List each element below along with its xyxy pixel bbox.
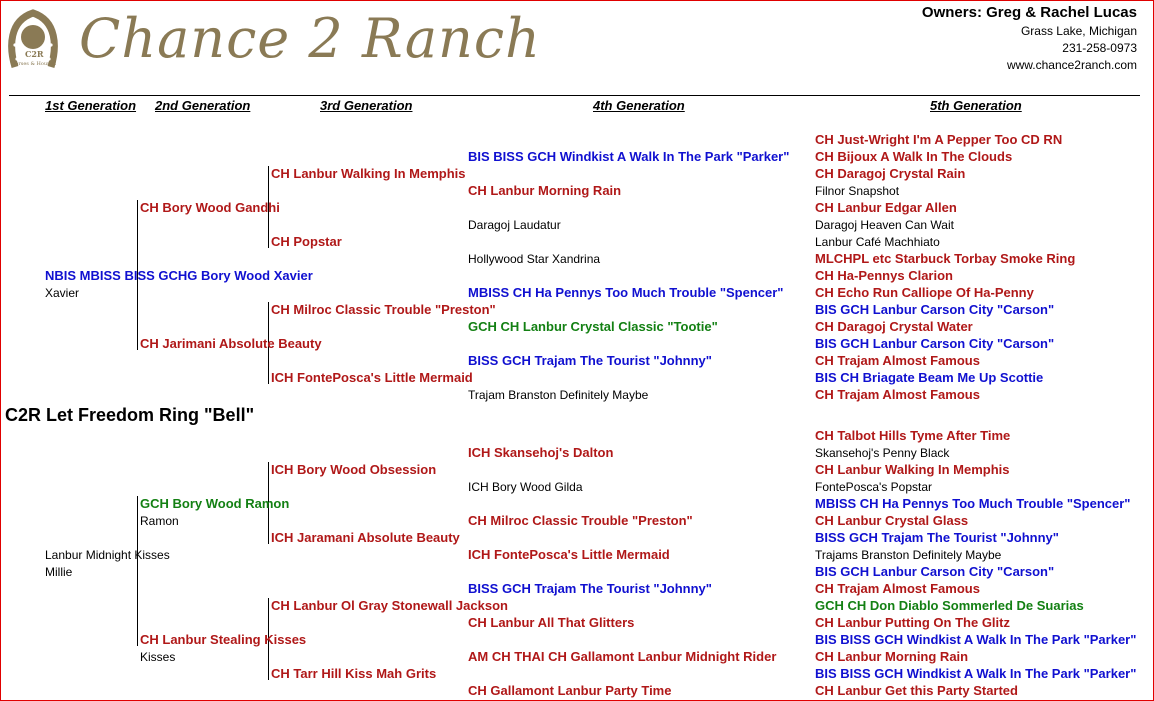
gen3-entry: ICH FontePosca's Little Mermaid <box>271 370 473 385</box>
owner-phone: 231-258-0973 <box>1062 41 1137 55</box>
header-gen1: 1st Generation <box>45 98 137 113</box>
gen4-entry: ICH Bory Wood Gilda <box>468 480 583 494</box>
gen2-entry: CH Jarimani Absolute Beauty <box>140 336 322 351</box>
connector-line <box>137 496 138 646</box>
gen1-sire: NBIS MBISS BISS GCHG Bory Wood Xavier <box>45 268 313 283</box>
gen5-entry: BIS BISS GCH Windkist A Walk In The Park "Parker" <box>815 666 1137 681</box>
gen4-entry: MBISS CH Ha Pennys Too Much Trouble "Spencer" <box>468 285 784 300</box>
gen5-entry: BIS BISS GCH Windkist A Walk In The Park "Parker" <box>815 632 1137 647</box>
gen3-entry: ICH Jaramani Absolute Beauty <box>271 530 460 545</box>
gen3-entry: CH Lanbur Ol Gray Stonewall Jackson <box>271 598 508 613</box>
gen5-entry: CH Bijoux A Walk In The Clouds <box>815 149 1013 164</box>
gen5-entry: BIS CH Briagate Beam Me Up Scottie <box>815 370 1044 385</box>
gen5-entry: CH Trajam Almost Famous <box>815 387 980 402</box>
horseshoe-logo-icon <box>7 7 59 73</box>
gen4-entry: CH Gallamont Lanbur Party Time <box>468 683 672 698</box>
gen4-entry: CH Lanbur All That Glitters <box>468 615 635 630</box>
gen4-entry: CH Milroc Classic Trouble "Preston" <box>468 513 693 528</box>
gen4-entry: Trajam Branston Definitely Maybe <box>468 388 649 402</box>
logo-badge-subtext: Horses & Hounds <box>11 61 57 67</box>
gen5-entry: GCH CH Don Diablo Sommerled De Suarias <box>815 598 1084 613</box>
gen5-entry: Trajams Branston Definitely Maybe <box>815 548 1002 562</box>
gen5-entry: CH Ha-Pennys Clarion <box>815 268 953 283</box>
gen5-entry: CH Trajam Almost Famous <box>815 353 980 368</box>
gen5-entry: CH Echo Run Calliope Of Ha-Penny <box>815 285 1034 300</box>
gen5-entry: CH Lanbur Walking In Memphis <box>815 462 1010 477</box>
gen2-call-name: Kisses <box>140 650 176 664</box>
gen2-call-name: Ramon <box>140 514 179 528</box>
gen5-entry: CH Daragoj Crystal Rain <box>815 166 966 181</box>
ranch-name: Chance 2 Ranch <box>79 7 541 70</box>
logo-badge-text: C2R <box>25 49 44 59</box>
gen5-entry: CH Daragoj Crystal Water <box>815 319 973 334</box>
gen2-entry: CH Bory Wood Gandhi <box>140 200 280 215</box>
gen5-entry: BIS GCH Lanbur Carson City "Carson" <box>815 564 1055 579</box>
gen5-entry: BISS GCH Trajam The Tourist "Johnny" <box>815 530 1059 545</box>
gen5-entry: Daragoj Heaven Can Wait <box>815 218 954 232</box>
gen2-entry: CH Lanbur Stealing Kisses <box>140 632 307 647</box>
gen3-entry: ICH Bory Wood Obsession <box>271 462 437 477</box>
gen4-entry: ICH Skansehoj's Dalton <box>468 445 614 460</box>
gen4-entry: CH Lanbur Morning Rain <box>468 183 622 198</box>
header-gen5: 5th Generation <box>930 98 1022 113</box>
gen4-entry: BISS GCH Trajam The Tourist "Johnny" <box>468 353 712 368</box>
gen4-entry: GCH CH Lanbur Crystal Classic "Tootie" <box>468 319 718 334</box>
gen4-entry: AM CH THAI CH Gallamont Lanbur Midnight Rider <box>468 649 777 664</box>
owner-title: Owners: Greg & Rachel Lucas <box>921 4 1137 21</box>
gen5-entry: BIS GCH Lanbur Carson City "Carson" <box>815 302 1055 317</box>
gen4-entry: BIS BISS GCH Windkist A Walk In The Park "Parker" <box>468 149 790 164</box>
gen4-entry: ICH FontePosca's Little Mermaid <box>468 547 670 562</box>
gen5-entry: MBISS CH Ha Pennys Too Much Trouble "Spencer" <box>815 496 1131 511</box>
header-gen3: 3rd Generation <box>320 98 413 113</box>
gen5-entry: CH Lanbur Crystal Glass <box>815 513 969 528</box>
owner-website[interactable]: www.chance2ranch.com <box>1006 58 1137 72</box>
subject-dog-name: C2R Let Freedom Ring "Bell" <box>5 405 255 425</box>
gen5-entry: BIS GCH Lanbur Carson City "Carson" <box>815 336 1055 351</box>
gen5-entry: Lanbur Café Machhiato <box>815 235 940 249</box>
gen5-entry: Skansehoj's Penny Black <box>815 446 950 460</box>
gen1-sire-call-name: Xavier <box>45 286 80 300</box>
owner-location: Grass Lake, Michigan <box>1020 24 1137 38</box>
gen3-entry: CH Milroc Classic Trouble "Preston" <box>271 302 496 317</box>
gen5-entry: Filnor Snapshot <box>815 184 900 198</box>
gen2-entry: GCH Bory Wood Ramon <box>140 496 290 511</box>
gen3-entry: CH Lanbur Walking In Memphis <box>271 166 466 181</box>
gen5-entry: FontePosca's Popstar <box>815 480 933 494</box>
gen3-entry: CH Tarr Hill Kiss Mah Grits <box>271 666 437 681</box>
gen5-entry: CH Trajam Almost Famous <box>815 581 980 596</box>
gen5-entry: CH Talbot Hills Tyme After Time <box>815 428 1011 443</box>
header-divider <box>9 95 1140 96</box>
gen4-entry: BISS GCH Trajam The Tourist "Johnny" <box>468 581 712 596</box>
header-gen4: 4th Generation <box>593 98 685 113</box>
gen4-entry: Daragoj Laudatur <box>468 218 561 232</box>
gen1-dam-call-name: Millie <box>45 565 73 579</box>
gen5-entry: CH Just-Wright I'm A Pepper Too CD RN <box>815 132 1063 147</box>
gen4-entry: Hollywood Star Xandrina <box>468 252 601 266</box>
gen5-entry: CH Lanbur Get this Party Started <box>815 683 1018 698</box>
gen5-entry: MLCHPL etc Starbuck Torbay Smoke Ring <box>815 251 1076 266</box>
gen5-entry: CH Lanbur Putting On The Glitz <box>815 615 1010 630</box>
gen3-entry: CH Popstar <box>271 234 342 249</box>
gen1-dam: Lanbur Midnight Kisses <box>45 548 170 562</box>
header-gen2: 2nd Generation <box>155 98 251 113</box>
gen5-entry: CH Lanbur Morning Rain <box>815 649 969 664</box>
gen5-entry: CH Lanbur Edgar Allen <box>815 200 957 215</box>
